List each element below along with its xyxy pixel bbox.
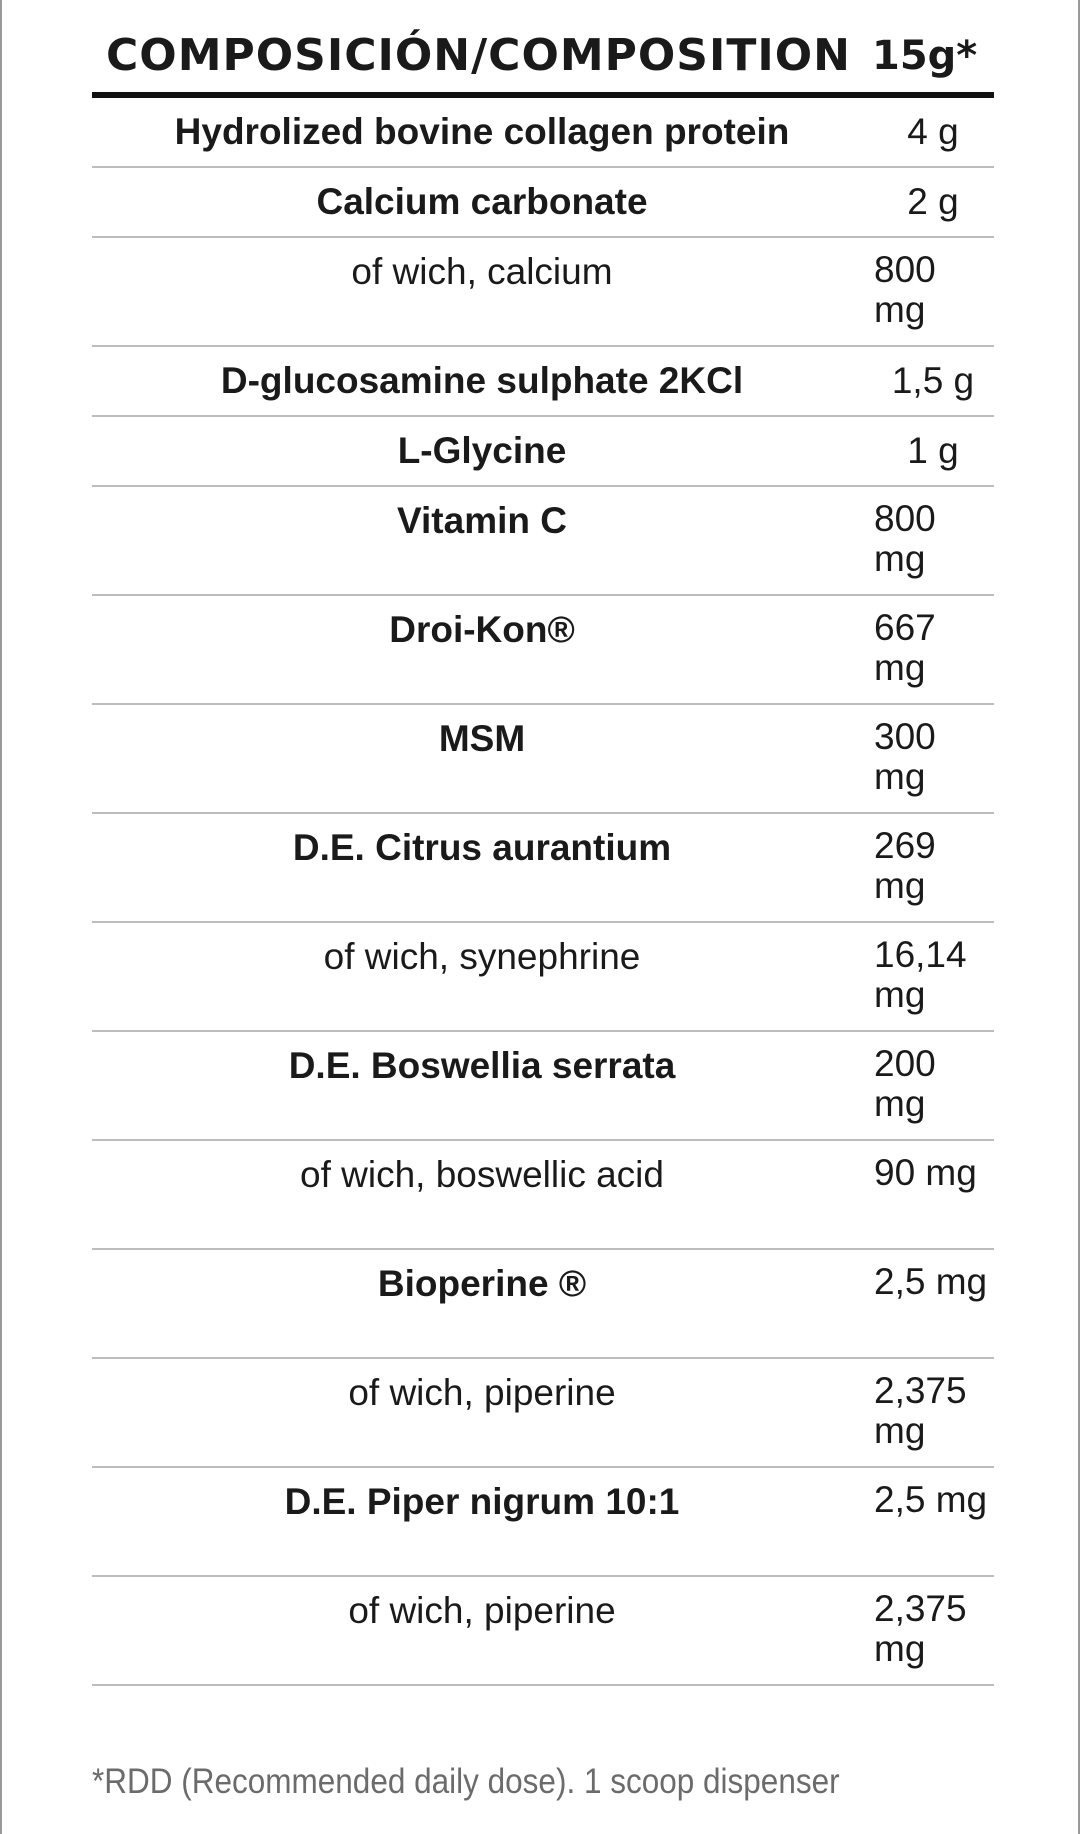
ingredient-name: Vitamin C [397, 500, 567, 541]
ingredient-name: Droi-Kon® [389, 609, 575, 650]
ingredient-amount: 4 g [907, 111, 959, 152]
ingredient-amount: 2,5 mg [874, 1261, 988, 1302]
ingredient-name: D.E. Citrus aurantium [292, 827, 672, 868]
table-row [92, 1141, 994, 1250]
ingredient-name: L-Glycine [397, 430, 567, 471]
ingredient-amount: 800 mg [874, 498, 936, 579]
table-row [92, 923, 994, 1032]
table-row [92, 1359, 994, 1468]
table-row [92, 487, 994, 596]
portion-size: 15g* [872, 33, 978, 79]
table-row [92, 1577, 994, 1686]
table-row [92, 98, 994, 168]
ingredient-amount: 2,375 mg [874, 1370, 967, 1451]
ingredient-name: of wich, synephrine [323, 936, 641, 977]
table-row [92, 705, 994, 814]
ingredient-name: MSM [438, 718, 526, 759]
ingredient-amount: 300 mg [874, 716, 936, 797]
dose-footnote: *RDD (Recommended daily dose). 1 scoop dispenser [92, 1762, 840, 1801]
table-row [92, 417, 994, 487]
ingredient-amount: 667 mg [874, 607, 936, 688]
ingredient-name: Calcium carbonate [316, 181, 648, 222]
ingredient-name: D-glucosamine sulphate 2KCl [220, 360, 744, 401]
ingredient-amount: 2,5 mg [874, 1479, 988, 1520]
ingredient-amount: 90 mg [874, 1152, 977, 1193]
ingredient-name: of wich, piperine [348, 1372, 616, 1413]
ingredient-amount: 269 mg [874, 825, 936, 906]
ingredient-name: Hydrolized bovine collagen protein [174, 111, 790, 152]
composition-title: COMPOSICIÓN/COMPOSITION [106, 30, 851, 81]
ingredient-amount: 2 g [907, 181, 959, 222]
ingredient-amount: 200 mg [874, 1043, 936, 1124]
table-row [92, 1468, 994, 1577]
table-row [92, 814, 994, 923]
ingredient-amount: 800 mg [874, 249, 936, 330]
table-row [92, 1032, 994, 1141]
ingredient-name: of wich, piperine [348, 1590, 616, 1631]
composition-table [92, 98, 994, 1686]
table-row [92, 238, 994, 347]
ingredient-name: Bioperine ® [377, 1263, 587, 1304]
table-row [92, 1250, 994, 1359]
table-row [92, 347, 994, 417]
ingredient-name: D.E. Piper nigrum 10:1 [284, 1481, 680, 1522]
ingredient-name: of wich, calcium [351, 251, 613, 292]
composition-header [92, 22, 992, 90]
ingredient-amount: 1 g [907, 430, 959, 471]
ingredient-amount: 2,375 mg [874, 1588, 967, 1669]
ingredient-amount: 1,5 g [891, 360, 975, 401]
ingredient-name: D.E. Boswellia serrata [288, 1045, 676, 1086]
table-row [92, 596, 994, 705]
ingredient-name: of wich, boswellic acid [300, 1154, 664, 1195]
table-row [92, 168, 994, 238]
ingredient-amount: 16,14 mg [874, 934, 967, 1015]
